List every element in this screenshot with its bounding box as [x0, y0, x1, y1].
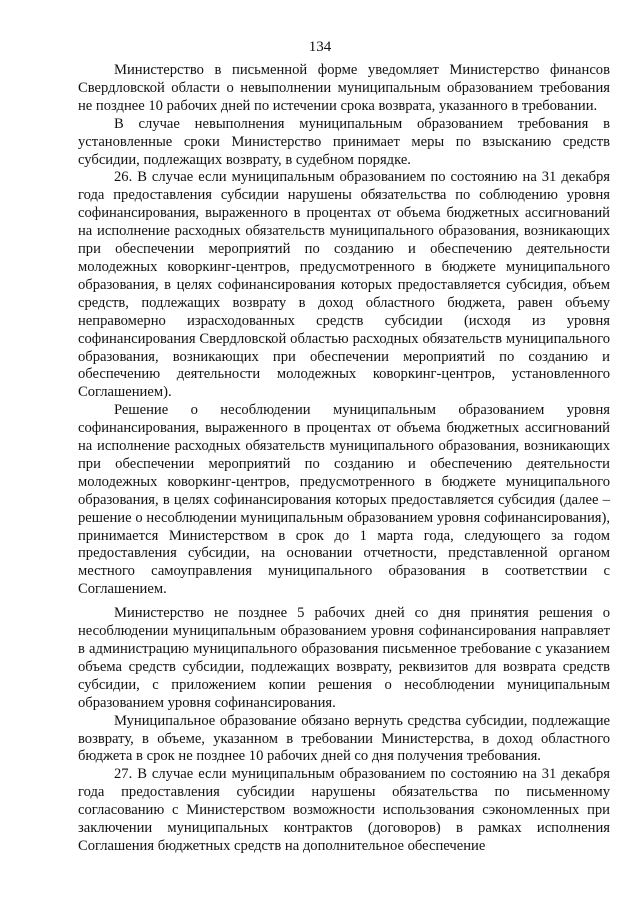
paragraph-noncompliance-decision: Решение о несоблюдении муниципальным образованием уровня софинансирования, выраженного в процентах от объема бюджетных ассигнований на исполнение расходных обязательств муниципального образования, возникающих при обеспечении мероприятий по созданию и обеспечению деятельности молодежных коворкинг-центров, предусмотренного в бюджете муниципального образования, в целях софинансирования которых предоставляется субсидия (далее – решение о несоблюдении муниципальным образованием уровня софинансирования), принимается Министерством в срок до 1 марта года, следующего за годом предоставления субсидии, на основании отчетности, представленной органом местного самоуправления муниципального образования в соответствии с Соглашением. [78, 402, 610, 598]
paragraph-return-obligation: Муниципальное образование обязано вернуть средства субсидии, подлежащие возврату, в объеме, указанном в требовании Министерства, в доход областного бюджета в срок не позднее 10 рабочих дней со дня получения требования. [78, 712, 610, 765]
paragraph-item-26: 26. В случае если муниципальным образованием по состоянию на 31 декабря года предоставления субсидии нарушены обязательства по соблюдению уровня софинансирования, выраженного в процентах от объема бюджетных ассигнований на исполнение расходных обязательств муниципального образования, возникающих при обеспечении мероприятий по созданию и обеспечению деятельности молодежных коворкинг-центров, предусмотренного в бюджете муниципального образования, в целях софинансирования которых предоставляется субсидия, объем средств, подлежащих возврату в доход областного бюджета, равен объему неправомерно израсходованных средств субсидии (исходя из уровня софинансирования Свердловской областью расходных обязательств муниципального образования, возникающих при обеспечении мероприятий по созданию и обеспечению деятельности молодежных коворкинг-центров, установленного Соглашением). [78, 169, 610, 401]
paragraph-written-requirement: Министерство не позднее 5 рабочих дней со дня принятия решения о несоблюдении муниципальным образованием уровня софинансирования направляет в администрацию муниципального образования письменное требование с указанием объема средств субсидии, подлежащих возврату, реквизитов для возврата средств субсидии, с приложением копии решения о несоблюдении муниципальным образованием уровня софинансирования. [78, 605, 610, 711]
document-body [78, 62, 610, 856]
paragraph-item-27: 27. В случае если муниципальным образованием по состоянию на 31 декабря года предоставления субсидии нарушены обязательства по письменному согласованию с Министерством возможности использования сэкономленных при заключении муниципальных контрактов (договоров) в рамках исполнения Соглашения бюджетных средств на дополнительное обеспечение [78, 766, 610, 854]
paragraph-judicial-recovery: В случае невыполнения муниципальным образованием требования в установленные сроки Министерство принимает меры по взысканию средств субсидии, подлежащих возврату, в судебном порядке. [78, 115, 610, 168]
page-number: 134 [308, 39, 332, 55]
paragraph-notify-ministry-finance: Министерство в письменной форме уведомляет Министерство финансов Свердловской области о невыполнении муниципальным образованием требования не позднее 10 рабочих дней по истечении срока возврата, указанного в требовании. [78, 62, 610, 114]
